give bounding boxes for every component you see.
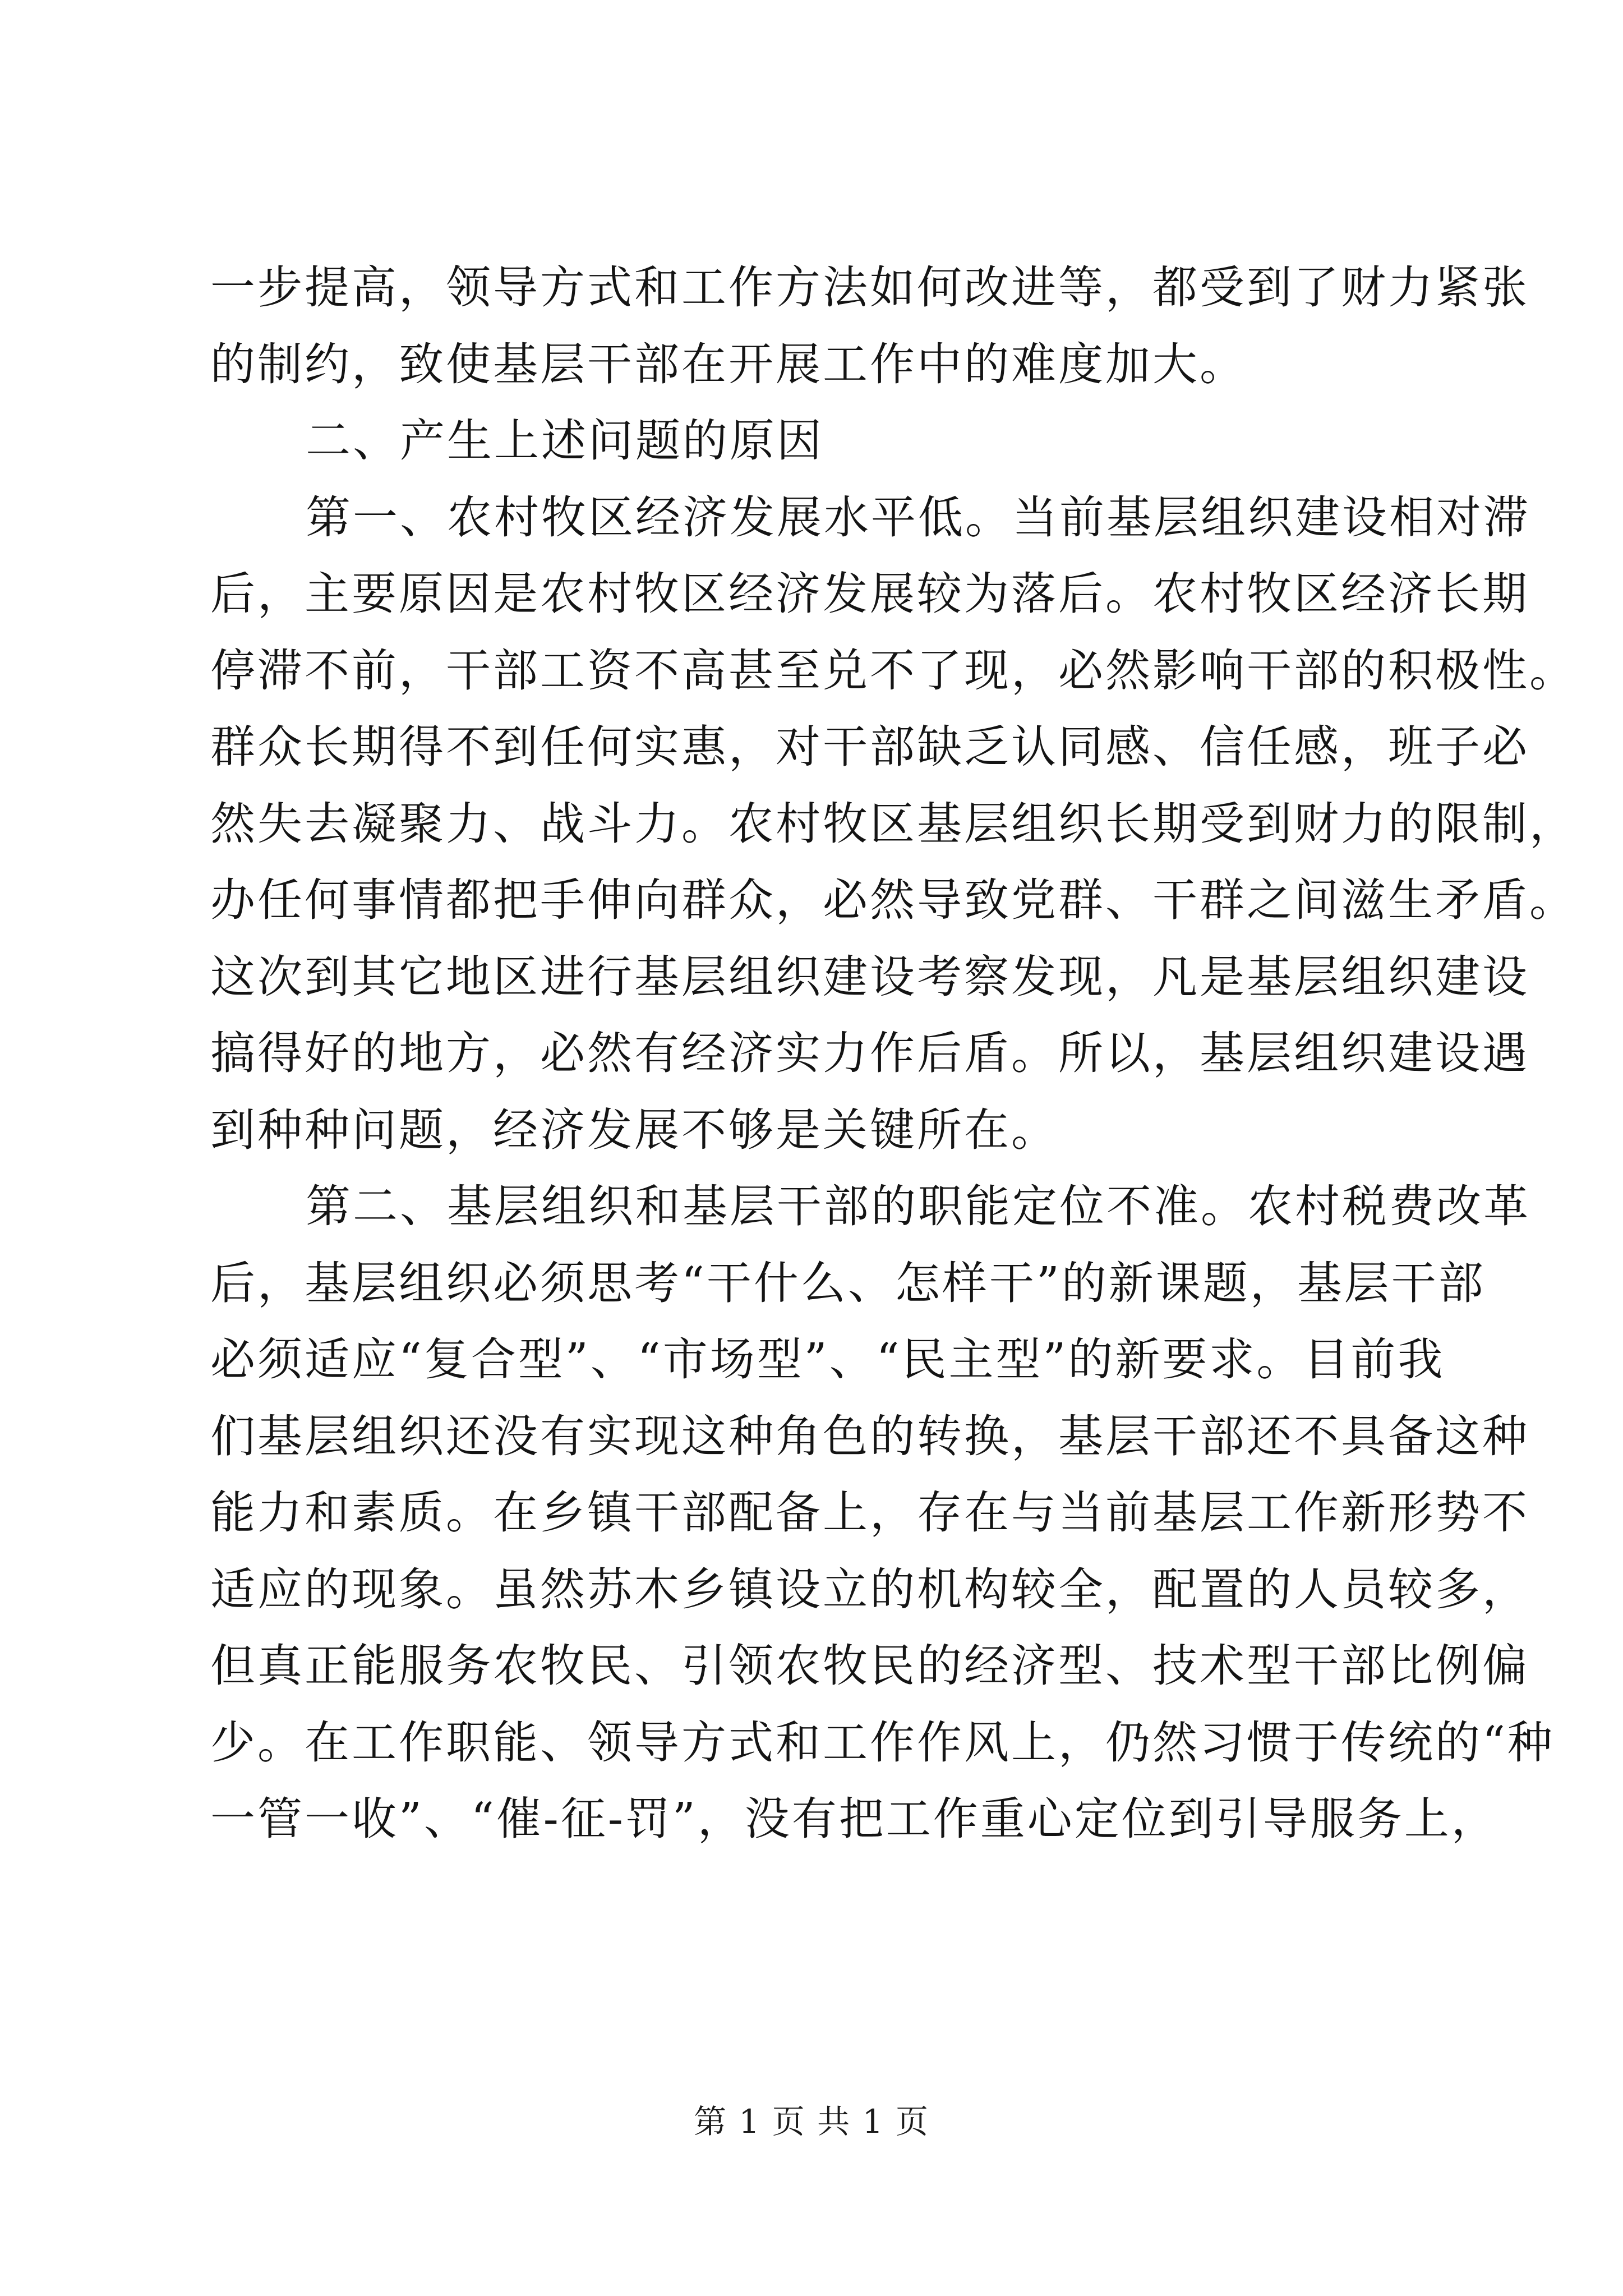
text-line: 少。在工作职能、领导方式和工作作风上，仍然习惯于传统的“种 [210,1716,1555,1769]
text-line: 然失去凝聚力、战斗力。农村牧区基层组织长期受到财力的限制， [210,797,1576,850]
text-line: 搞得好的地方，必然有经济实力作后盾。所以，基层组织建设遇 [210,1027,1529,1079]
text-line: 们基层组织还没有实现这种角色的转换，基层干部还不具备这种 [210,1410,1529,1462]
text-line: 后，主要原因是农村牧区经济发展较为落后。农村牧区经济长期 [210,568,1529,620]
text-line: 必须适应“复合型”、“市场型”、“民主型”的新要求。目前我 [210,1333,1445,1386]
text-line: 办任何事情都把手伸向群众，必然导致党群、干群之间滋生矛盾。 [210,874,1576,926]
text-line: 一管一收”、“催-征-罚”，没有把工作重心定位到引导服务上， [210,1793,1498,1845]
text-line: 群众长期得不到任何实惠，对干部缺乏认同感、信任感，班子必 [210,721,1529,773]
text-line: 能力和素质。在乡镇干部配备上，存在与当前基层工作新形势不 [210,1487,1529,1539]
text-line: 一步提高，领导方式和工作方法如何改进等，都受到了财力紧张 [210,261,1529,314]
text-line: 第一、农村牧区经济发展水平低。当前基层组织建设相对滞 [306,491,1530,544]
text-line: 的制约，致使基层干部在开展工作中的难度加大。 [210,338,1247,390]
text-line: 停滞不前，干部工资不高甚至兑不了现，必然影响干部的积极性。 [210,644,1576,697]
text-line: 适应的现象。虽然苏木乡镇设立的机构较全，配置的人员较多， [210,1563,1529,1616]
text-line: 后，基层组织必须思考“干什么、怎样干”的新课题，基层干部 [210,1257,1486,1309]
text-line: 这次到其它地区进行基层组织建设考察发现，凡是基层组织建设 [210,950,1529,1003]
section-heading: 二、产生上述问题的原因 [306,415,824,467]
text-line: 但真正能服务农牧民、引领农牧民的经济型、技术型干部比例偏 [210,1640,1529,1692]
page-number: 第 1 页 共 1 页 [694,2102,929,2141]
text-line: 第二、基层组织和基层干部的职能定位不准。农村税费改革 [306,1180,1530,1232]
text-line: 到种种问题，经济发展不够是关键所在。 [210,1103,1058,1156]
body-text [210,250,1576,1858]
